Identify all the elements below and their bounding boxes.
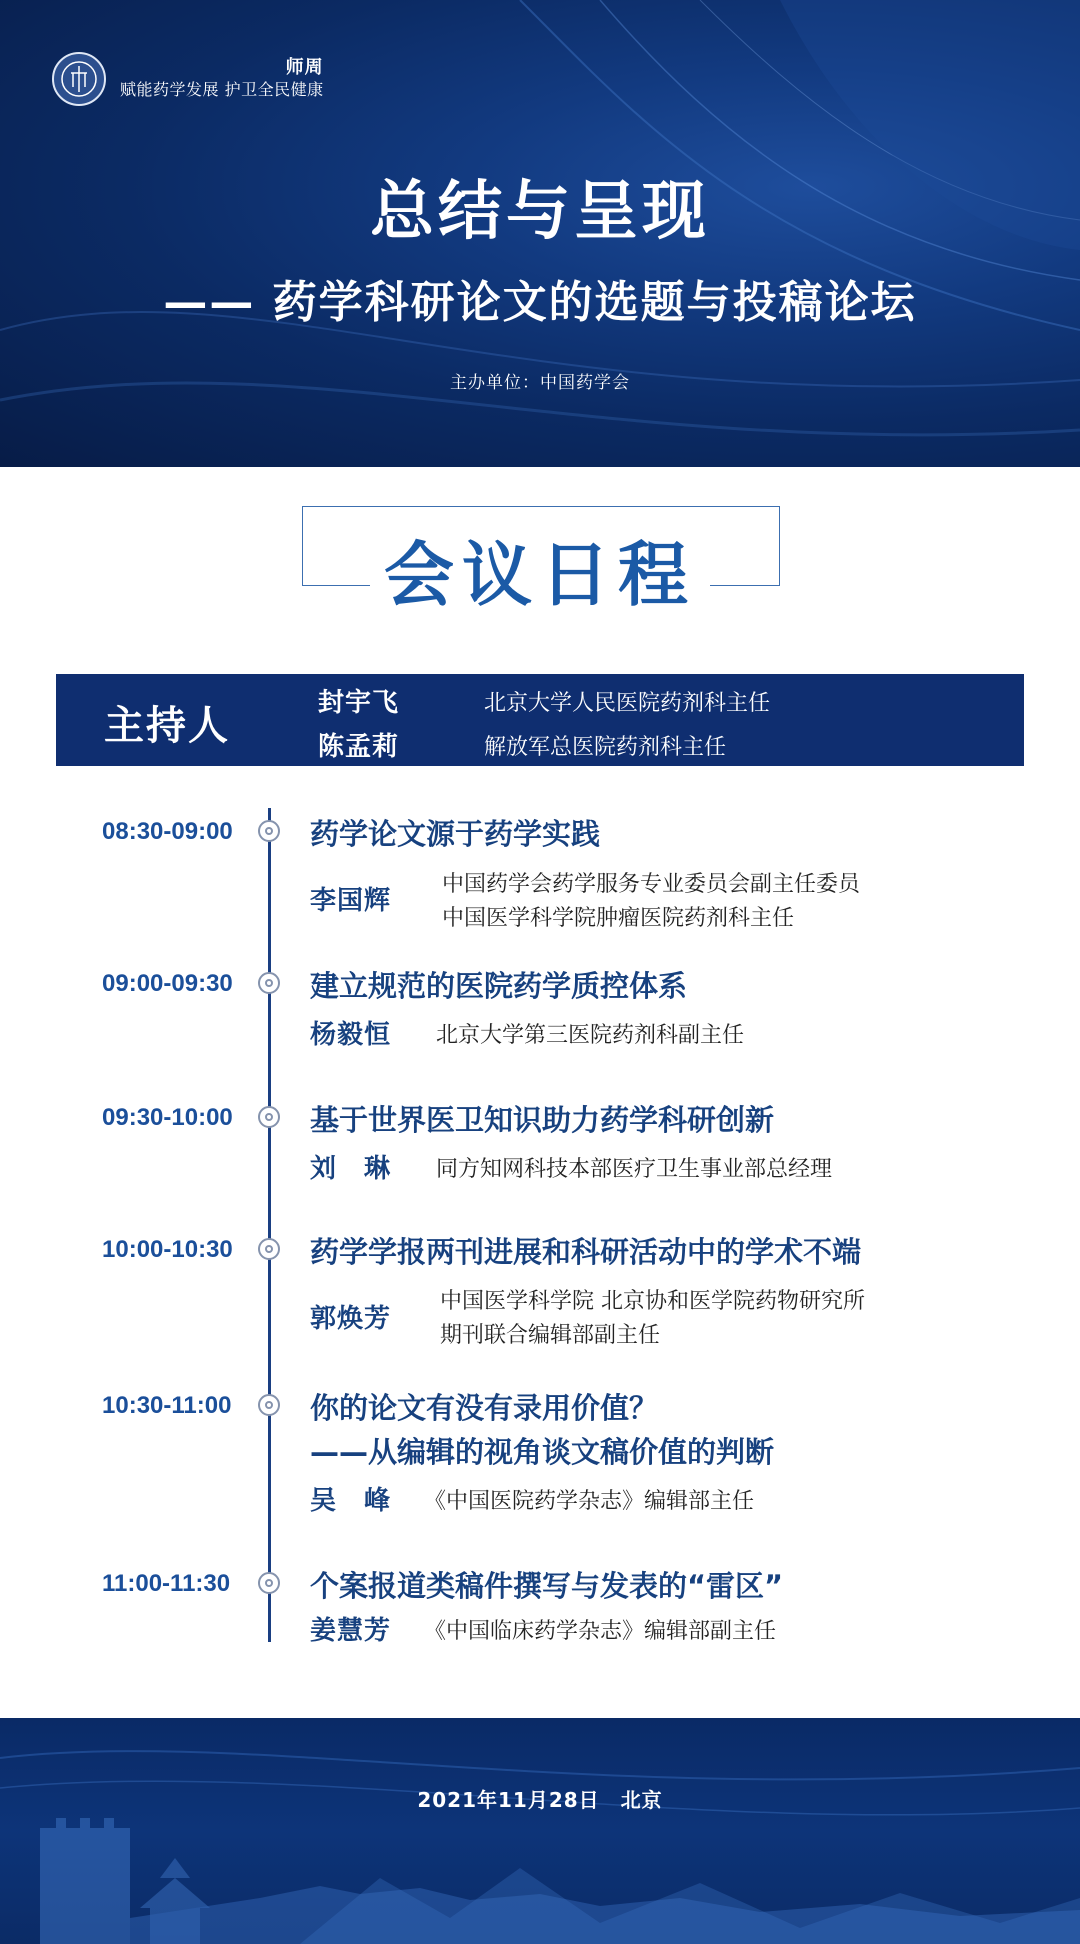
timeline-dot-icon	[258, 1106, 280, 1128]
timeline-dot-icon	[258, 1238, 280, 1260]
speaker-role: 同方知网科技本部医疗卫生事业部总经理	[436, 1157, 833, 1182]
session-speaker: 吴 峰	[310, 1486, 392, 1516]
session-topic: 药学论文源于药学实践	[310, 817, 601, 851]
agenda-title: 会议日程	[370, 530, 710, 620]
speaker-role: 北京大学第三医院药剂科副主任	[436, 1023, 745, 1048]
speaker-role: 《中国临床药学杂志》编辑部副主任	[424, 1619, 777, 1644]
logo-title: 师周	[285, 57, 324, 78]
speaker-role: 《中国医院药学杂志》编辑部主任	[424, 1489, 755, 1514]
session-time: 10:00-10:30	[102, 1236, 233, 1263]
session-topic-subline: ——从编辑的视角谈文稿价值的判断	[310, 1435, 775, 1469]
session-speaker: 杨毅恒	[310, 1020, 392, 1050]
session-speaker: 刘 琳	[310, 1154, 392, 1184]
session-time: 10:30-11:00	[102, 1392, 232, 1419]
session-topic: 个案报道类稿件撰写与发表的“雷区”	[310, 1569, 784, 1603]
session-speaker: 郭焕芳	[310, 1304, 392, 1334]
speaker-role: 中国药学会药学服务专业委员会副主任委员	[442, 872, 861, 897]
session-speaker: 姜慧芳	[310, 1616, 392, 1646]
timeline-dot-icon	[258, 820, 280, 842]
timeline-line	[268, 808, 271, 1642]
host-role: 北京大学人民医院药剂科主任	[484, 691, 771, 716]
slogan: 赋能药学发展 护卫全民健康	[120, 80, 324, 99]
footer-banner	[0, 1718, 1080, 1944]
host-bar	[56, 674, 1024, 766]
host-label: 主持人	[104, 703, 230, 749]
event-date-location: 2021年11月28日 北京	[417, 1788, 663, 1812]
timeline-dot-icon	[258, 972, 280, 994]
session-topic: 你的论文有没有录用价值？	[310, 1391, 659, 1425]
sub-title: —— 药学科研论文的选题与投稿论坛	[163, 277, 917, 328]
main-title: 总结与呈现	[370, 175, 710, 249]
session-topic: 基于世界医卫知识助力药学科研创新	[310, 1103, 775, 1137]
speaker-role: 中国医学科学院 北京协和医学院药物研究所	[440, 1289, 865, 1314]
speaker-role: 中国医学科学院肿瘤医院药剂科主任	[442, 906, 795, 931]
session-time: 09:30-10:00	[102, 1104, 233, 1131]
timeline-dot-icon	[258, 1572, 280, 1594]
timeline-dot-icon	[258, 1394, 280, 1416]
session-time: 08:30-09:00	[102, 818, 233, 845]
society-logo-icon	[52, 52, 106, 106]
host-name: 封宇飞	[318, 688, 400, 718]
header-banner	[0, 0, 1080, 467]
organizer: 主办单位：中国药学会	[450, 373, 630, 393]
logo-block	[52, 52, 324, 106]
session-speaker: 李国辉	[310, 886, 392, 916]
host-role: 解放军总医院药剂科主任	[484, 735, 727, 760]
host-name: 陈孟莉	[318, 732, 400, 762]
session-topic: 药学学报两刊进展和科研活动中的学术不端	[310, 1235, 862, 1269]
session-time: 11:00-11:30	[102, 1570, 231, 1597]
session-time: 09:00-09:30	[102, 970, 233, 997]
great-wall-skyline-decoration	[0, 1718, 1080, 1944]
session-topic: 建立规范的医院药学质控体系	[310, 969, 688, 1003]
speaker-role: 期刊联合编辑部副主任	[440, 1323, 661, 1348]
